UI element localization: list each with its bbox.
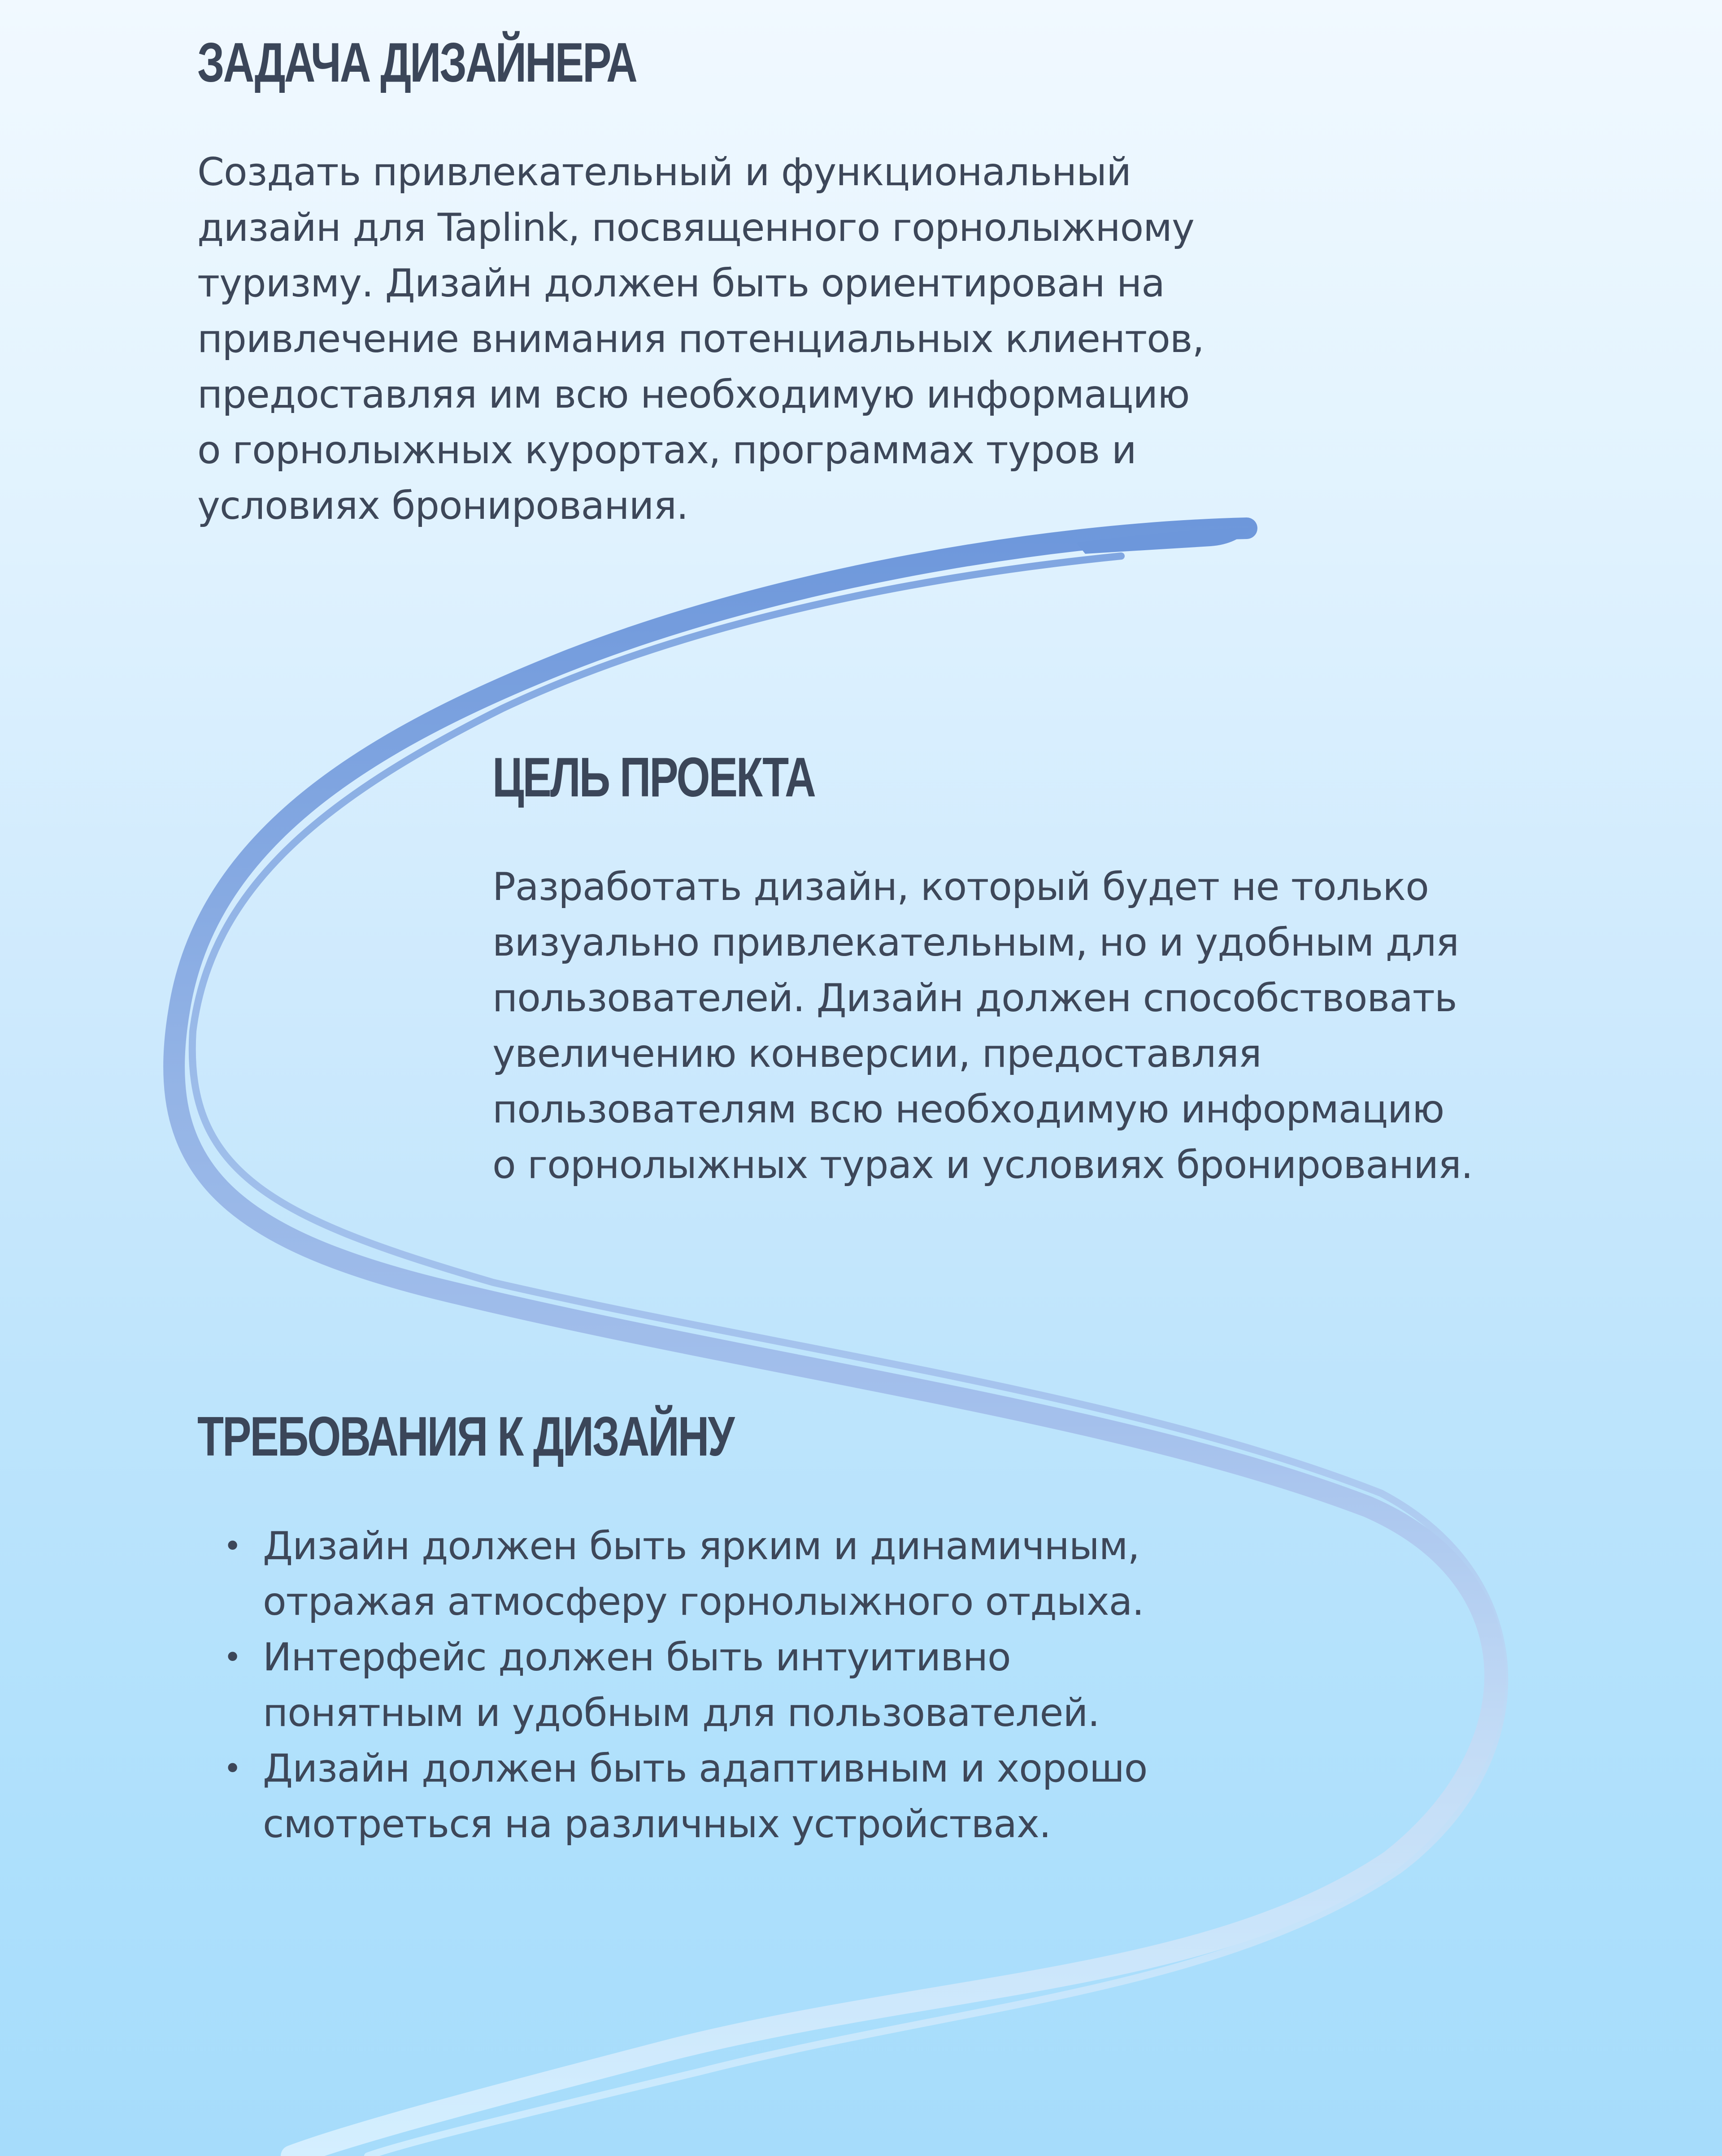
bullet-icon: •: [223, 1528, 242, 1565]
section-project-goal: [492, 747, 1473, 1193]
text-line: отражая атмосферу горнолыжного отдыха.: [263, 1579, 1144, 1624]
list-item: [197, 1518, 1147, 1630]
bullet-icon: •: [223, 1750, 242, 1787]
text-line: предоставляя им всю необходимую информацию: [197, 372, 1190, 417]
text-line: о горнолыжных турах и условиях бронирования.: [492, 1143, 1473, 1187]
text-line: понятным и удобным для пользователей.: [263, 1691, 1100, 1735]
section-design-requirements: [197, 1406, 1148, 1852]
text-line: туризму. Дизайн должен быть ориентирован на: [197, 261, 1165, 306]
text-line: условиях бронирования.: [197, 483, 688, 528]
section-body-designer-task: [197, 144, 1204, 534]
text-line: Создать привлекательный и функциональный: [197, 150, 1131, 195]
text-line: смотреться на различных устройствах.: [263, 1802, 1051, 1847]
section-title-design-requirements: ТРЕБОВАНИЯ К ДИЗАЙНУ: [197, 1406, 734, 1468]
text-line: Дизайн должен быть ярким и динамичным,: [263, 1524, 1139, 1569]
text-line: Интерфейс должен быть интуитивно: [263, 1635, 1011, 1680]
text-line: дизайн для Taplink, посвященного горнолыжному: [197, 205, 1194, 250]
requirements-list: [197, 1518, 1147, 1852]
section-title-designer-task: ЗАДАЧА ДИЗАЙНЕРА: [197, 32, 636, 94]
text-line: пользователям всю необходимую информацию: [492, 1087, 1444, 1132]
text-line: Дизайн должен быть адаптивным и хорошо: [263, 1746, 1148, 1791]
list-item: [197, 1630, 1147, 1741]
text-line: визуально привлекательным, но и удобным для: [492, 920, 1459, 965]
text-line: Разработать дизайн, который будет не только: [492, 865, 1429, 909]
section-designer-task: [197, 32, 1204, 534]
text-line: увеличению конверсии, предоставляя: [492, 1031, 1261, 1076]
bullet-icon: •: [223, 1639, 242, 1676]
text-line: о горнолыжных курортах, программах туров и: [197, 428, 1136, 473]
text-line: пользователей. Дизайн должен способствовать: [492, 976, 1457, 1021]
section-body-project-goal: [492, 859, 1473, 1193]
text-line: привлечение внимания потенциальных клиентов,: [197, 317, 1204, 361]
list-item: [197, 1741, 1147, 1852]
section-title-project-goal: ЦЕЛЬ ПРОЕКТА: [492, 747, 815, 808]
